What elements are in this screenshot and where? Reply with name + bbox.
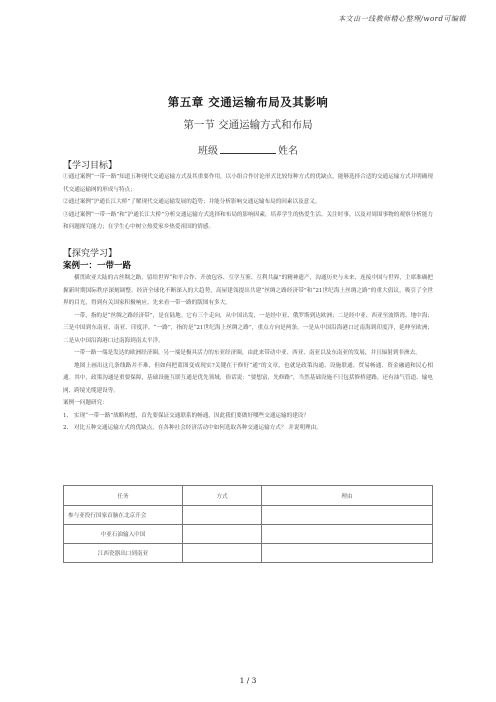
- table-row: [64, 525, 433, 544]
- class-label: 班级: [198, 146, 218, 157]
- class-name-line: [0, 142, 496, 157]
- case-body: [63, 272, 433, 435]
- question-item: 2、 对比五种交通运输方式的优缺点，在各种社会经济活动中如何选取各种交通运输方式？ 并说明理由。: [63, 425, 322, 431]
- paragraph: 横贯欧亚大陆的古丝绸之路，留给世界“和平合作、开放包容、互学互鉴、互利共赢”的精神遗产，沟通历史与未来，连接中国与世界，主席准确把握新时期国际秩序深刻调整、经济全球化不断深入的大趋势，高屋建瓴提出共建“丝绸之路经济带”和“21世纪海上丝绸之路”的重大倡议，吸引了全世界的目光，得到有关国家积极响应。先来看一带一路的版图有多大。: [63, 275, 433, 306]
- goals-heading: 【学习目标】: [63, 161, 118, 171]
- table-header-row: [64, 486, 433, 506]
- goal-item: ③通过案例“一带一路”和“沪通长江大桥”分析交通运输方式选择和布局的影响因素，培养学生的热爱生活、关注时事，以及对周围事物的观察分析能力和问题探究能力；在学生心中树立热爱家乡热爱祖国的情感。: [63, 211, 433, 230]
- explore-heading: 【探究学习】: [63, 249, 118, 259]
- name-label: 姓名: [278, 146, 298, 157]
- table-cell-mode[interactable]: [183, 544, 262, 563]
- question-item: 1、 实现“一带一路”战略构想，首先要保证交通联系的畅通，因此我们要做好哪些交通运输的建设？: [63, 412, 309, 419]
- paragraph: 一带一路一端是发达的欧洲经济圈，另一端是极具活力的东亚经济圈，由此来带动中亚、西亚、南亚以及东南亚的发展，并且辐射到非洲去。: [74, 350, 421, 356]
- table-cell-task: 江西瓷器出口到南亚: [64, 544, 183, 563]
- goals-list: [63, 171, 433, 234]
- table-cell-reason[interactable]: [262, 506, 433, 525]
- table-cell-task: 参与亚投行国家首脑在北京开会: [64, 506, 183, 525]
- task-table: [63, 485, 433, 563]
- table-row: [64, 506, 433, 525]
- header-note: 本文由一线教师精心整理/word可编辑: [338, 15, 466, 23]
- table-cell-reason[interactable]: [262, 525, 433, 544]
- page-title: 第五章 交通运输布局及其影响: [167, 95, 329, 109]
- table-header-cell: 方式: [183, 486, 262, 506]
- page-number: 1 / 3: [239, 676, 257, 685]
- table-cell-reason[interactable]: [262, 544, 433, 563]
- goal-item: ①通过案例“一带一路”知道五种现代交通运输方式及其重要作用，以小组合作讨论形式比较每种方式的优缺点，能够选择合适的交通运输方式并明确现代交通运输网的形成与特点；: [63, 174, 433, 193]
- table-row: [64, 544, 433, 563]
- paragraph: 一带，指的是“丝绸之路经济带”，是在陆地。它有三个走向，从中国出发，一是经中亚、俄罗斯到达欧洲；二是经中亚、西亚至波斯湾、地中海；三是中国到东南亚、南亚、印度洋。“一路”，指的是“21世纪海上丝绸之路”，重点方向是两条，一是从中国沿海港口过南海到印度洋，延伸至欧洲；二是从中国沿海港口过南海到南太平洋。: [63, 312, 433, 344]
- case-title: 案例一：一带一路: [63, 261, 132, 271]
- table-header-cell: 理由: [262, 486, 433, 506]
- table-cell-task: 中亚石油输入中国: [64, 525, 183, 544]
- page-subtitle: 第一节 交通运输方式和布局: [183, 119, 313, 131]
- class-blank: [220, 143, 276, 154]
- table-cell-mode[interactable]: [183, 506, 262, 525]
- table-header-cell: 任务: [64, 486, 183, 506]
- goal-item: ②通过案例“沪通长江大桥”了解现代交通运输发展的趋势；并能分析影响交通运输布局的因素以及意义。: [63, 199, 321, 205]
- paragraph: 地图上画出这几条线路并不难，但如何把蓝图变成现实?关键在于修好“通”的文章，也就是政策沟通、设施联通、贸易畅通、资金融通和民心相通。其中，政策沟通是重要保障，基础设施互联互通是优先领域，俗话说：“要想富，先修路”，当然基础设施不只包括修桥建路，还有油气管道、输电网、跨境光缆建设等。: [63, 362, 433, 394]
- questions-intro: 案例一问题研究：: [63, 400, 108, 406]
- table-cell-mode[interactable]: [183, 525, 262, 544]
